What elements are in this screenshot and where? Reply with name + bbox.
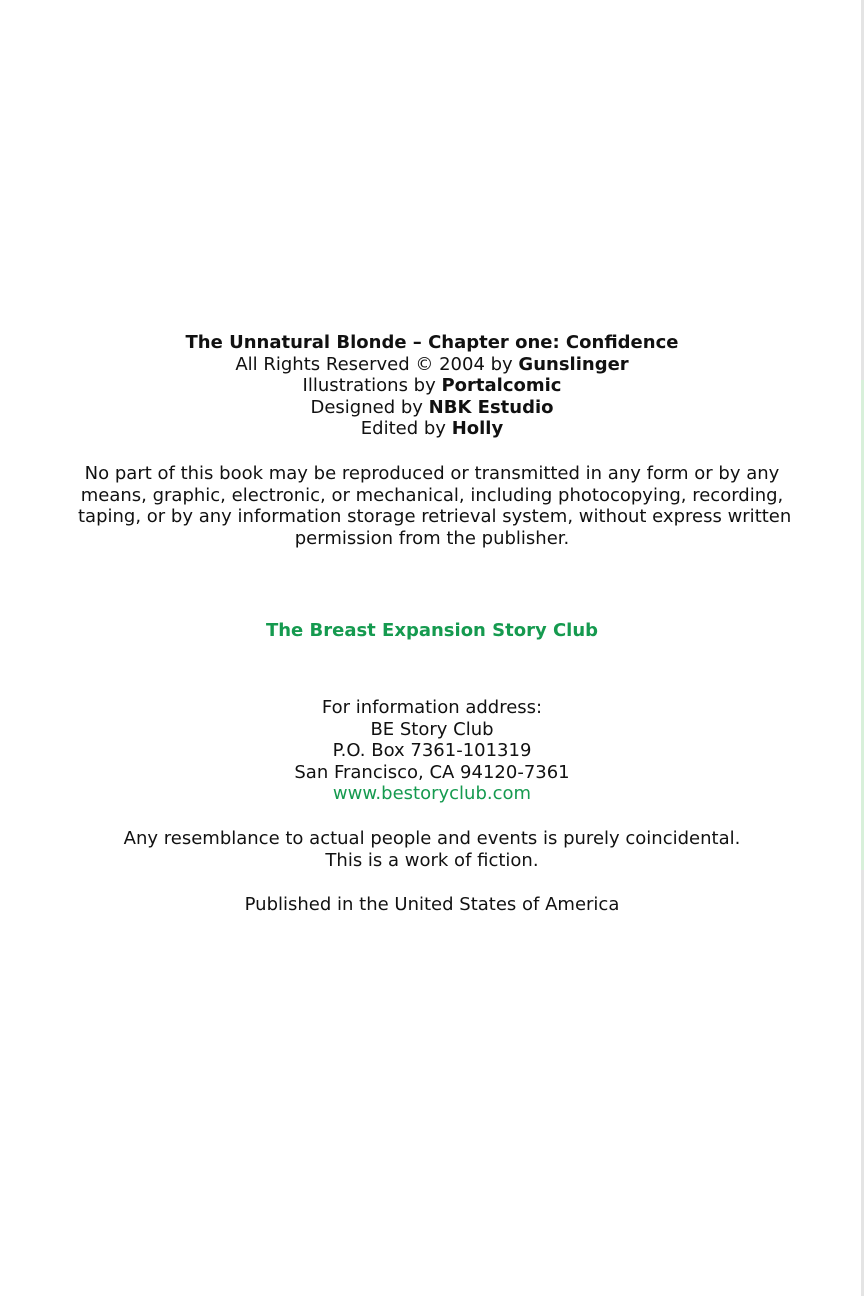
rights-line [0, 354, 864, 376]
illustrations-prefix: Illustrations by [302, 375, 442, 396]
website-link[interactable]: www.bestoryclub.com [332, 783, 532, 804]
address-name: BE Story Club [370, 718, 494, 740]
copyright-notice [78, 463, 792, 549]
notice-line: No part of this book may be reproduced or transmitted in any form or by any [84, 463, 780, 484]
illustrations-line [0, 375, 864, 397]
disclaimer-line-2: This is a work of fiction. [325, 849, 539, 871]
notice-line: taping, or by any information storage retrieval system, without express written [78, 506, 792, 527]
address-city: San Francisco, CA 94120-7361 [294, 761, 570, 783]
published-line: Published in the United States of America [244, 894, 620, 915]
credits-block [0, 332, 864, 440]
edit-prefix: Edited by [360, 418, 452, 439]
editor-name: Holly [451, 418, 504, 439]
author-name: Gunslinger [518, 353, 629, 375]
design-line [0, 397, 864, 419]
notice-line: permission from the publisher. [294, 527, 570, 549]
edit-line [0, 418, 864, 440]
club-name: The Breast Expansion Story Club [265, 620, 599, 641]
notice-line: means, graphic, electronic, or mechanical, including photocopying, recording, [80, 484, 784, 506]
address-block [0, 697, 864, 805]
address-heading: For information address: [321, 697, 543, 718]
disclaimer-block [0, 828, 864, 871]
publisher-block [0, 620, 864, 642]
illustrator-name: Portalcomic [441, 375, 562, 396]
disclaimer-line-1: Any resemblance to actual people and events is purely coincidental. [123, 828, 741, 849]
address-po-box: P.O. Box 7361-101319 [332, 740, 532, 761]
published-block [0, 894, 864, 916]
designer-name: NBK Estudio [428, 396, 554, 418]
rights-prefix: All Rights Reserved © 2004 by [235, 353, 519, 375]
design-prefix: Designed by [310, 396, 429, 418]
book-title: The Unnatural Blonde – Chapter one: Confidence [185, 332, 679, 353]
